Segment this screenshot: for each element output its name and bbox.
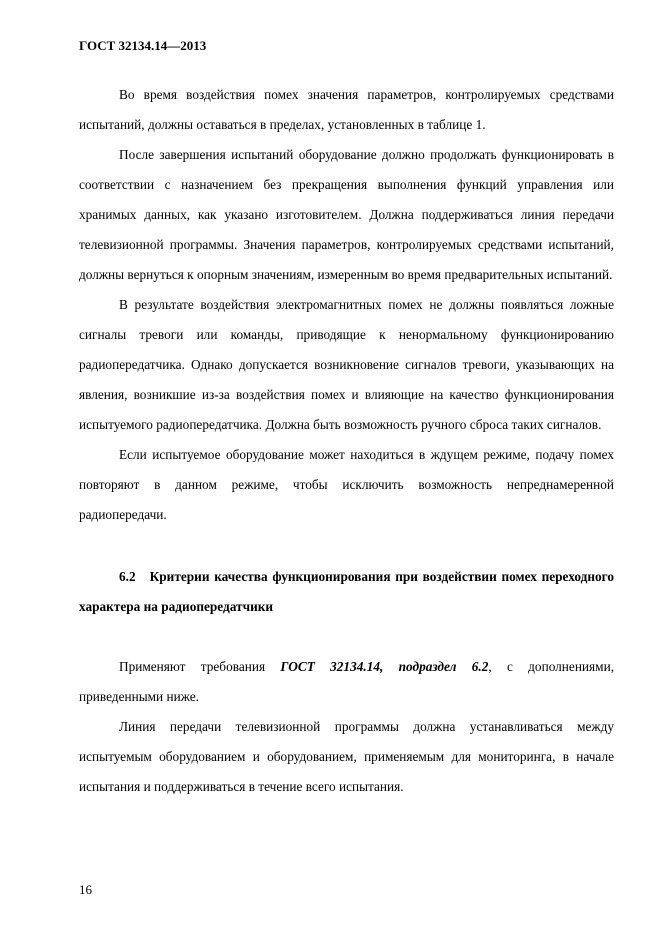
requirements-tail: , с дополнениями, приведенными ниже. <box>79 659 615 704</box>
document-body <box>79 80 614 802</box>
paragraph-parameters-during-interference: Во время воздействия помех значения параметров, контролируемых средствами испытаний, должны оставаться в пределах, установленных в таблице 1. <box>79 87 614 132</box>
section-heading <box>79 562 614 622</box>
paragraph-requirements <box>79 652 614 712</box>
paragraph-standby-mode: Если испытуемое оборудование может находиться в ждущем режиме, подачу помех повторяют в данном режиме, чтобы исключить возможность непреднамеренной радиопередачи. <box>79 447 614 522</box>
section-title: Критерии качества функционирования при воздействии помех переходного характера на радиопередатчики <box>79 569 614 614</box>
subsection-reference: подраздел 6.2 <box>398 659 489 674</box>
section-number: 6.2 <box>119 569 136 584</box>
reference-separator: , <box>380 659 384 674</box>
document-header: ГОСТ 32134.14—2013 <box>79 38 207 53</box>
standard-reference: ГОСТ 32134.14 <box>280 659 381 674</box>
paragraph-transmission-line: Линия передачи телевизионной программы должна устанавливаться между испытуемым оборудованием и оборудованием, применяемым для мониторинга, в начале испытания и поддерживаться в течение всего испытания. <box>79 719 614 794</box>
paragraph-false-alarms: В результате воздействия электромагнитных помех не должны появляться ложные сигналы тревоги или команды, приводящие к ненормальному функционированию радиопередатчика. Однако допускается возникновение сигналов тревоги, указывающих на явления, возникшие из-за воздействия помех и влияющие на качество функционирования испытуемого радиопередатчика. Должна быть возможность ручного сброса таких сигналов. <box>79 297 614 432</box>
paragraph-after-tests: После завершения испытаний оборудование должно продолжать функционировать в соответствии с назначением без прекращения выполнения функций управления или хранимых данных, как указано изготовителем. Должна поддерживаться линия передачи телевизионной программы. Значения параметров, контролируемых средствами испытаний, должны вернуться к опорным значениям, измеренным во время предварительных испытаний. <box>79 147 614 282</box>
page-number: 16 <box>79 882 92 897</box>
requirements-intro: Применяют требования <box>119 659 266 674</box>
